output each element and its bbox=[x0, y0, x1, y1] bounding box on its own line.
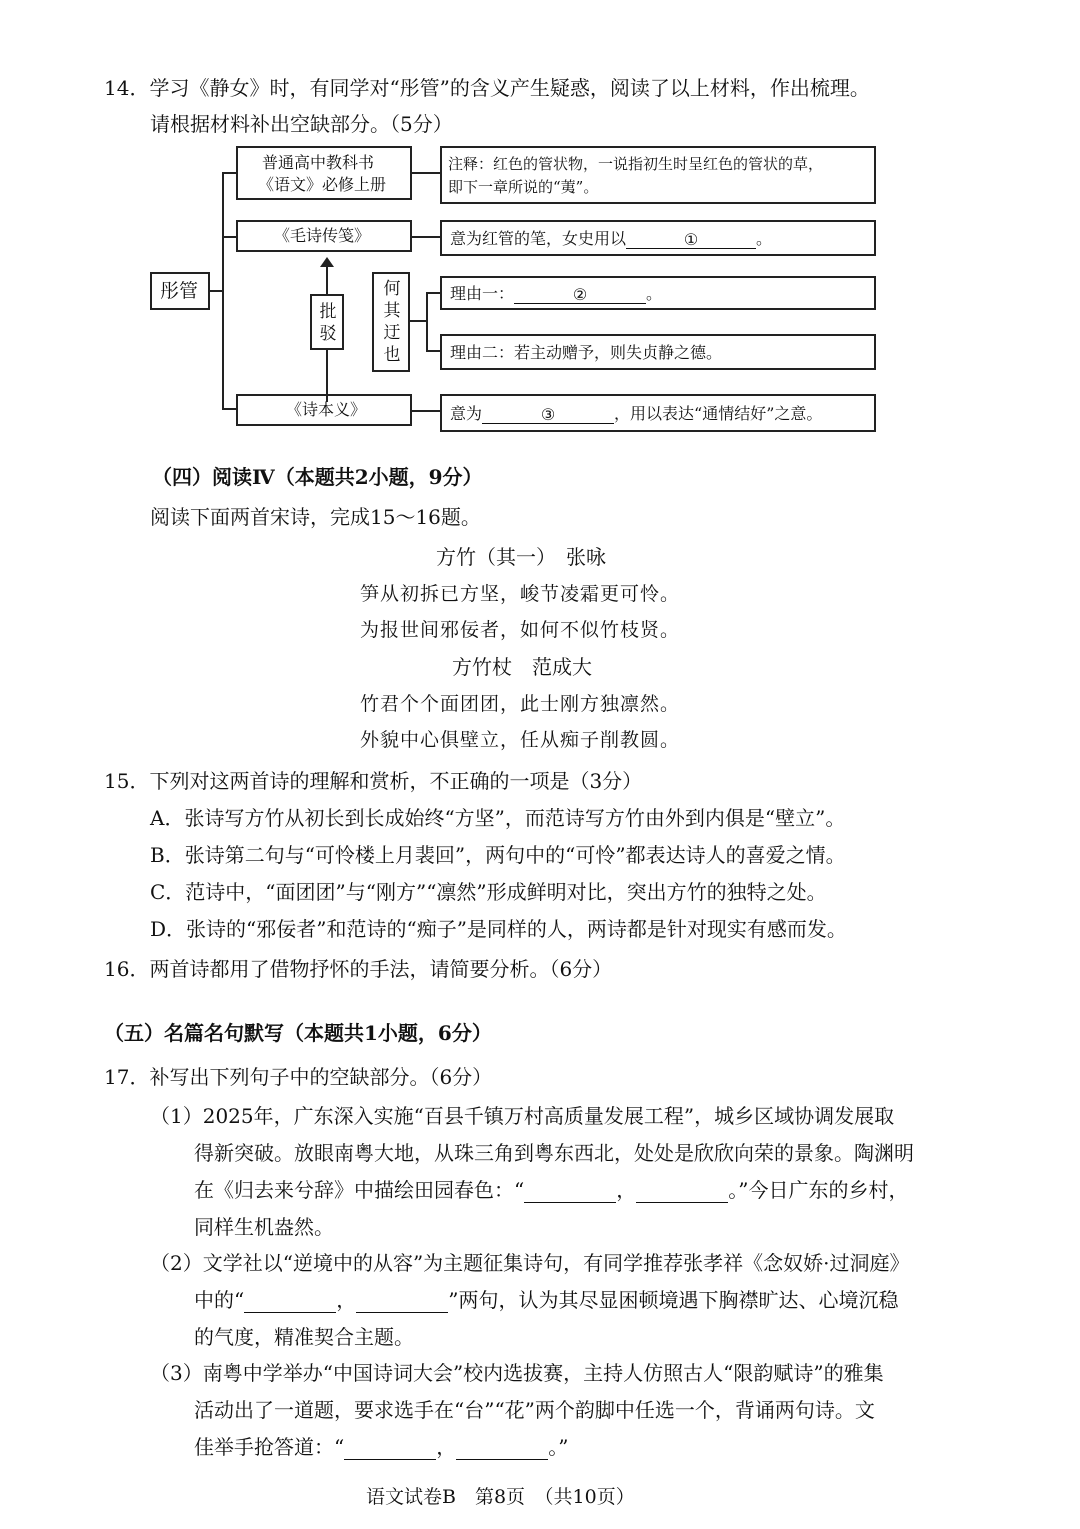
reason2-text: 理由二：若主动赠予，则失贞静之德。 bbox=[450, 343, 723, 362]
q17-p1-line3-a: 在《归去来兮辞》中描绘田园春色：“ bbox=[194, 1178, 525, 1202]
connector bbox=[222, 172, 224, 410]
q17-blank-3[interactable] bbox=[244, 1294, 336, 1313]
arrow-shaft bbox=[326, 264, 328, 294]
connector bbox=[426, 292, 428, 352]
note-maoshi-box bbox=[440, 220, 876, 256]
source-shibenyi-label: 《诗本义》 bbox=[286, 400, 367, 419]
connector bbox=[412, 410, 440, 412]
note-shibenyi-box bbox=[440, 394, 876, 432]
source-textbook-box bbox=[236, 146, 412, 200]
section4-heading: （四）阅读Ⅳ（本题共2小题，9分） bbox=[152, 465, 483, 489]
q17-p1-line3-c: 。”今日广东的乡村， bbox=[728, 1178, 909, 1202]
q17-p3-line3-a: 佳举手抢答道：“ bbox=[194, 1435, 345, 1459]
note-shibenyi-prefix: 意为 bbox=[450, 404, 483, 423]
note-textbook-box bbox=[440, 146, 876, 204]
poem1-title: 方竹（其一） 张咏 bbox=[436, 545, 606, 569]
note-maoshi-suffix: 。 bbox=[756, 229, 773, 248]
q17-p2-line3: 的气度，精准契合主题。 bbox=[194, 1325, 414, 1349]
q17-p2-line2 bbox=[194, 1287, 898, 1313]
reason1-prefix: 理由一： bbox=[450, 284, 515, 303]
connector bbox=[222, 408, 236, 410]
blank-3[interactable]: ③ bbox=[482, 405, 614, 424]
blank-1[interactable]: ① bbox=[626, 230, 756, 249]
q17-p1-line3-b: ， bbox=[616, 1178, 637, 1202]
reason1-text bbox=[450, 284, 662, 304]
q17-p2-line1: （2）文学社以“逆境中的从容”为主题征集诗句，有同学推荐张孝祥《念奴娇·过洞庭》 bbox=[150, 1251, 910, 1275]
connector bbox=[426, 292, 440, 294]
reason1-suffix: 。 bbox=[646, 284, 663, 303]
q17-blank-2[interactable] bbox=[636, 1184, 728, 1203]
q17-p3-line2: 活动出了一道题，要求选手在“台”“花”两个韵脚中任选一个，背诵两句诗。文 bbox=[194, 1398, 875, 1422]
q17-p1-line3 bbox=[194, 1177, 908, 1203]
note-shibenyi-text bbox=[450, 404, 822, 424]
q17-p2-line2-b: ， bbox=[336, 1288, 357, 1312]
why-box bbox=[372, 272, 410, 372]
connector bbox=[222, 236, 236, 238]
q17-stem: 17．补写出下列句子中的空缺部分。（6分） bbox=[104, 1065, 493, 1089]
blank-2[interactable]: ② bbox=[514, 285, 646, 304]
q15-option-d[interactable]: D．张诗的“邪佞者”和范诗的“痴子”是同样的人，两诗都是针对现实有感而发。 bbox=[150, 917, 847, 941]
arrow-up-icon bbox=[320, 257, 334, 267]
q17-p3-line3 bbox=[194, 1434, 568, 1460]
source-shibenyi-box bbox=[236, 394, 412, 426]
note-shibenyi-suffix: ，用以表达“通情结好”之意。 bbox=[614, 404, 823, 423]
root-box bbox=[150, 272, 210, 310]
q17-p1-line1: （1）2025年，广东深入实施“百县千镇万村高质量发展工程”，城乡区域协调发展取 bbox=[150, 1104, 895, 1128]
reason1-box bbox=[440, 276, 876, 310]
q17-p2-line2-a: 中的“ bbox=[194, 1288, 245, 1312]
root-label: 彤管 bbox=[160, 280, 199, 302]
q14-line1: 14．学习《静女》时，有同学对“彤管”的含义产生疑惑，阅读了以上材料，作出梳理。 bbox=[104, 76, 870, 100]
q17-blank-4[interactable] bbox=[356, 1294, 448, 1313]
q15-stem: 15．下列对这两首诗的理解和赏析，不正确的一项是（3分） bbox=[104, 769, 643, 793]
poem2-line1: 竹君个个面团团，此士刚方独凛然。 bbox=[360, 693, 681, 715]
poem1-line1: 笋从初拆已方坚，峻节凌霜更可怜。 bbox=[360, 583, 681, 605]
why-label: 何其迂也 bbox=[383, 279, 401, 365]
q17-p3-line3-c: 。” bbox=[548, 1435, 569, 1459]
connector bbox=[412, 172, 440, 174]
q15-option-c[interactable]: C．范诗中，“面团团”与“刚方”“凛然”形成鲜明对比，突出方竹的独特之处。 bbox=[150, 880, 827, 904]
note-textbook-line1: 注释：红色的管状物，一说指初生时呈红色的管状的草， bbox=[448, 155, 824, 173]
connector bbox=[426, 350, 440, 352]
poem1-line2: 为报世间邪佞者，如何不似竹枝贤。 bbox=[360, 619, 681, 641]
source-textbook-line1: 普通高中教科书 bbox=[262, 153, 375, 172]
note-textbook-line2: 即下一章所说的“荑”。 bbox=[448, 178, 599, 196]
rebut-label: 批驳 bbox=[319, 302, 337, 344]
q16-stem: 16．两首诗都用了借物抒怀的手法，请简要分析。（6分） bbox=[104, 957, 613, 981]
poem2-line2: 外貌中心俱壁立，任从痴子削教圆。 bbox=[360, 729, 681, 751]
q17-p3-line1: （3）南粤中学举办“中国诗词大会”校内选拔赛，主持人仿照古人“限韵赋诗”的雅集 bbox=[150, 1361, 884, 1385]
section5-heading: （五）名篇名句默写（本题共1小题，6分） bbox=[104, 1021, 492, 1045]
q17-p2-line2-c: ”两句，认为其尽显困顿境遇下胸襟旷达、心境沉稳 bbox=[448, 1288, 899, 1312]
q17-blank-1[interactable] bbox=[524, 1184, 616, 1203]
rebut-box bbox=[310, 294, 344, 350]
reason2-box bbox=[440, 334, 876, 370]
source-maoshi-label: 《毛诗传笺》 bbox=[274, 226, 371, 245]
q14-line2: 请根据材料补出空缺部分。（5分） bbox=[150, 112, 453, 136]
note-maoshi-text bbox=[450, 229, 772, 249]
source-textbook-line2: 《语文》必修上册 bbox=[258, 175, 387, 194]
q17-blank-5[interactable] bbox=[344, 1441, 436, 1460]
page-footer: 语文试卷B 第8页 （共10页） bbox=[366, 1486, 635, 1508]
q15-option-b[interactable]: B．张诗第二句与“可怜楼上月裴回”，两句中的“可怜”都表达诗人的喜爱之情。 bbox=[150, 843, 846, 867]
q17-p3-line3-b: ， bbox=[436, 1435, 457, 1459]
source-maoshi-box bbox=[236, 220, 412, 252]
q17-blank-6[interactable] bbox=[456, 1441, 548, 1460]
note-maoshi-prefix: 意为红管的笔，女史用以 bbox=[450, 229, 627, 248]
q17-p1-line4: 同样生机盎然。 bbox=[194, 1215, 334, 1239]
q15-option-a[interactable]: A．张诗写方竹从初长到长成始终“方坚”，而范诗写方竹由外到内俱是“壁立”。 bbox=[150, 806, 846, 830]
connector bbox=[222, 172, 236, 174]
poem2-title: 方竹杖 范成大 bbox=[452, 655, 592, 679]
connector bbox=[412, 236, 440, 238]
section4-instruction: 阅读下面两首宋诗，完成15～16题。 bbox=[150, 505, 481, 529]
q17-p1-line2: 得新突破。放眼南粤大地，从珠三角到粤东西北，处处是欣欣向荣的景象。陶渊明 bbox=[194, 1141, 914, 1165]
